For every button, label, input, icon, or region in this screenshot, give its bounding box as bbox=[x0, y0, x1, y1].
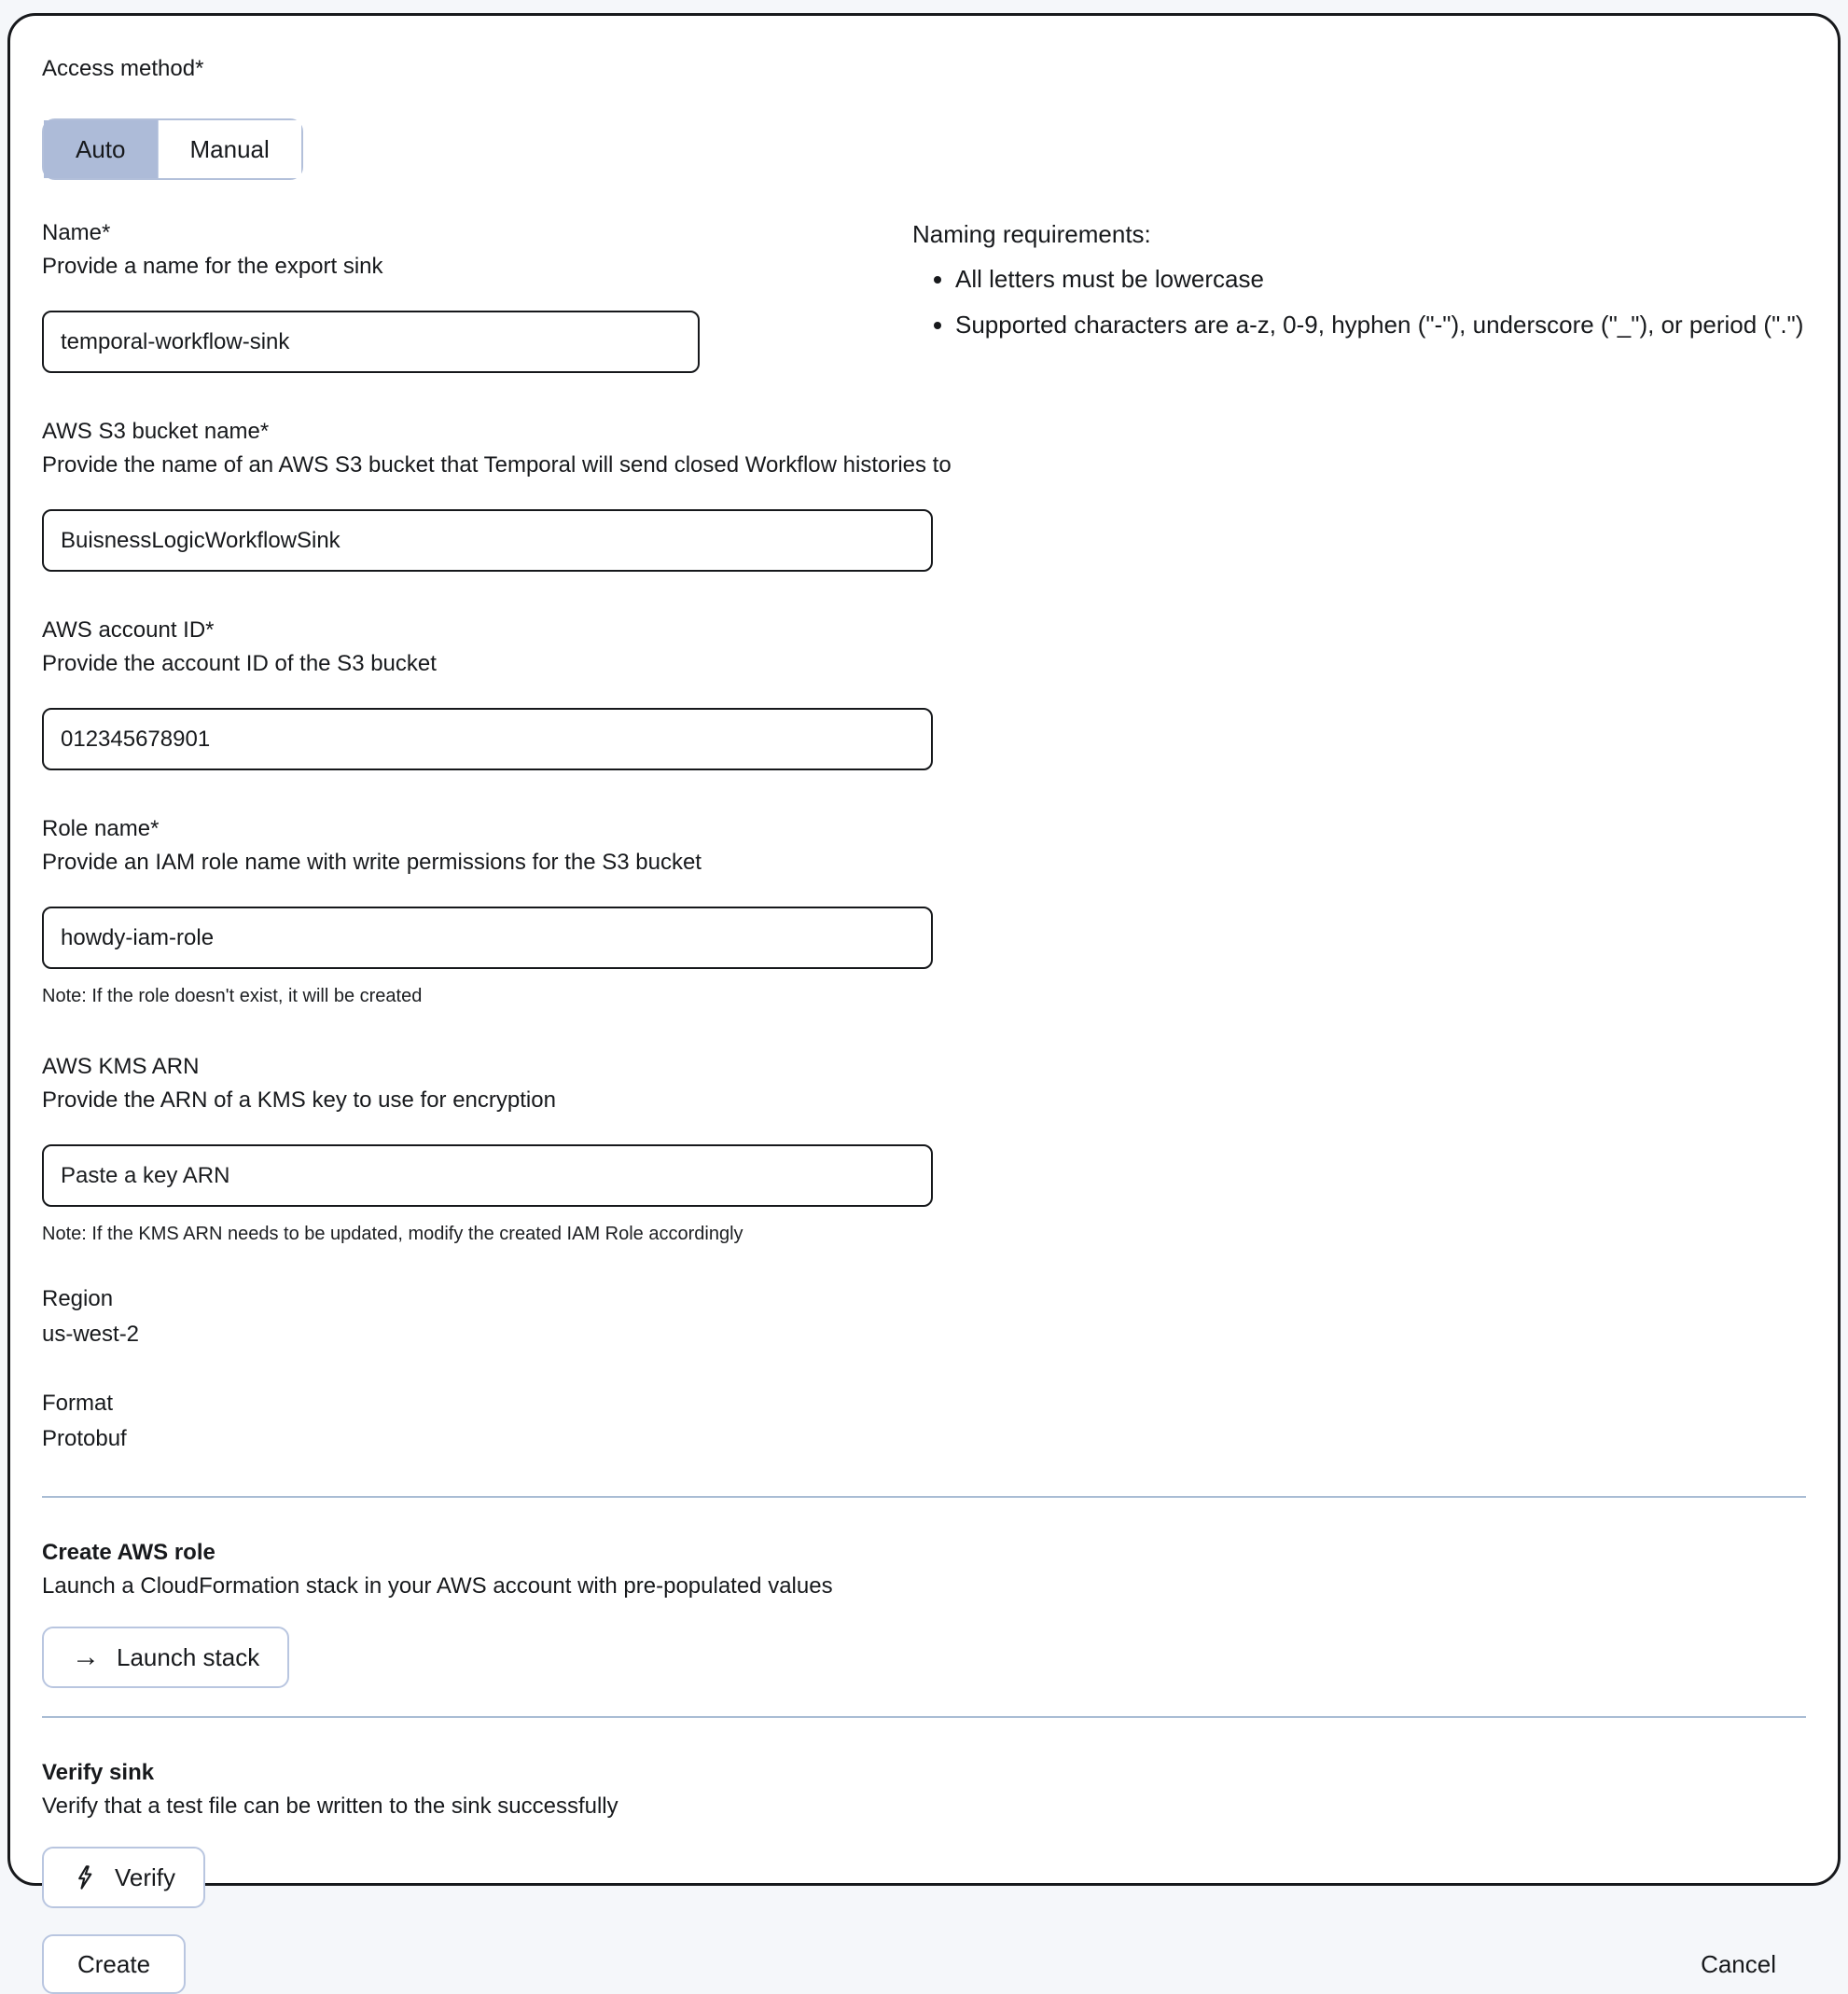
section-divider bbox=[42, 1496, 1806, 1498]
region-readout bbox=[42, 1283, 1806, 1350]
create-button-label: Create bbox=[77, 1949, 151, 1978]
verify-sink-description: Verify that a test file can be written to the sink successfully bbox=[42, 1793, 618, 1819]
format-readout bbox=[42, 1388, 1806, 1455]
launch-stack-button-label: Launch stack bbox=[117, 1642, 260, 1671]
naming-requirements bbox=[912, 217, 1806, 373]
name-description: Provide a name for the export sink bbox=[42, 254, 383, 279]
name-field-group bbox=[42, 217, 912, 373]
account-id-description: Provide the account ID of the S3 bucket bbox=[42, 651, 437, 676]
format-value: Protobuf bbox=[42, 1426, 127, 1451]
region-value: us-west-2 bbox=[42, 1322, 140, 1347]
kms-arn-note: Note: If the KMS ARN needs to be updated, modify the created IAM Role accordingly bbox=[42, 1224, 743, 1244]
role-name-field-group bbox=[42, 813, 1806, 1008]
naming-requirement-item: • Supported characters are a-z, 0-9, hyphen ("-"), underscore ("_"), or period (".") bbox=[955, 308, 1806, 342]
create-aws-role-section bbox=[42, 1537, 1806, 1688]
name-input[interactable] bbox=[42, 311, 700, 373]
name-label: Name* bbox=[42, 220, 111, 245]
lightning-icon bbox=[72, 1864, 98, 1890]
account-id-field-group bbox=[42, 615, 1806, 770]
verify-button[interactable] bbox=[42, 1847, 205, 1908]
section-divider bbox=[42, 1716, 1806, 1718]
naming-requirements-title: Naming requirements: bbox=[912, 220, 1151, 248]
access-method-option-manual[interactable]: Manual bbox=[158, 120, 301, 178]
create-button[interactable] bbox=[42, 1934, 186, 1994]
arrow-right-icon: → bbox=[72, 1641, 100, 1672]
format-label: Format bbox=[42, 1391, 114, 1416]
naming-requirement-item: • All letters must be lowercase bbox=[955, 262, 1806, 297]
access-method-label: Access method* bbox=[42, 56, 204, 81]
s3-bucket-label: AWS S3 bucket name* bbox=[42, 419, 270, 444]
create-aws-role-title: Create AWS role bbox=[42, 1540, 215, 1565]
create-aws-role-description: Launch a CloudFormation stack in your AWS account with pre-populated values bbox=[42, 1573, 833, 1599]
verify-sink-section bbox=[42, 1757, 1806, 1908]
role-name-note: Note: If the role doesn't exist, it will be created bbox=[42, 986, 423, 1006]
access-method-toggle bbox=[42, 118, 303, 180]
kms-arn-input[interactable] bbox=[42, 1144, 933, 1207]
launch-stack-button[interactable] bbox=[42, 1627, 289, 1688]
s3-bucket-description: Provide the name of an AWS S3 bucket that Temporal will send closed Workflow histories to bbox=[42, 452, 952, 478]
verify-button-label: Verify bbox=[115, 1862, 176, 1891]
role-name-input[interactable] bbox=[42, 907, 933, 969]
s3-bucket-field-group bbox=[42, 416, 1806, 572]
kms-arn-description: Provide the ARN of a KMS key to use for encryption bbox=[42, 1087, 556, 1113]
export-sink-form-card bbox=[7, 13, 1841, 1978]
s3-bucket-input[interactable] bbox=[42, 509, 933, 572]
role-name-description: Provide an IAM role name with write permissions for the S3 bucket bbox=[42, 850, 702, 875]
naming-requirements-list bbox=[912, 262, 1806, 342]
form-actions bbox=[42, 1934, 1806, 1994]
region-label: Region bbox=[42, 1286, 114, 1311]
verify-sink-title: Verify sink bbox=[42, 1760, 155, 1785]
cancel-button[interactable]: Cancel bbox=[1701, 1949, 1776, 1978]
access-method-option-auto[interactable]: Auto bbox=[44, 120, 158, 178]
account-id-label: AWS account ID* bbox=[42, 617, 215, 643]
kms-arn-label: AWS KMS ARN bbox=[42, 1054, 200, 1079]
account-id-input[interactable] bbox=[42, 708, 933, 770]
kms-arn-field-group bbox=[42, 1051, 1806, 1246]
role-name-label: Role name* bbox=[42, 816, 160, 841]
